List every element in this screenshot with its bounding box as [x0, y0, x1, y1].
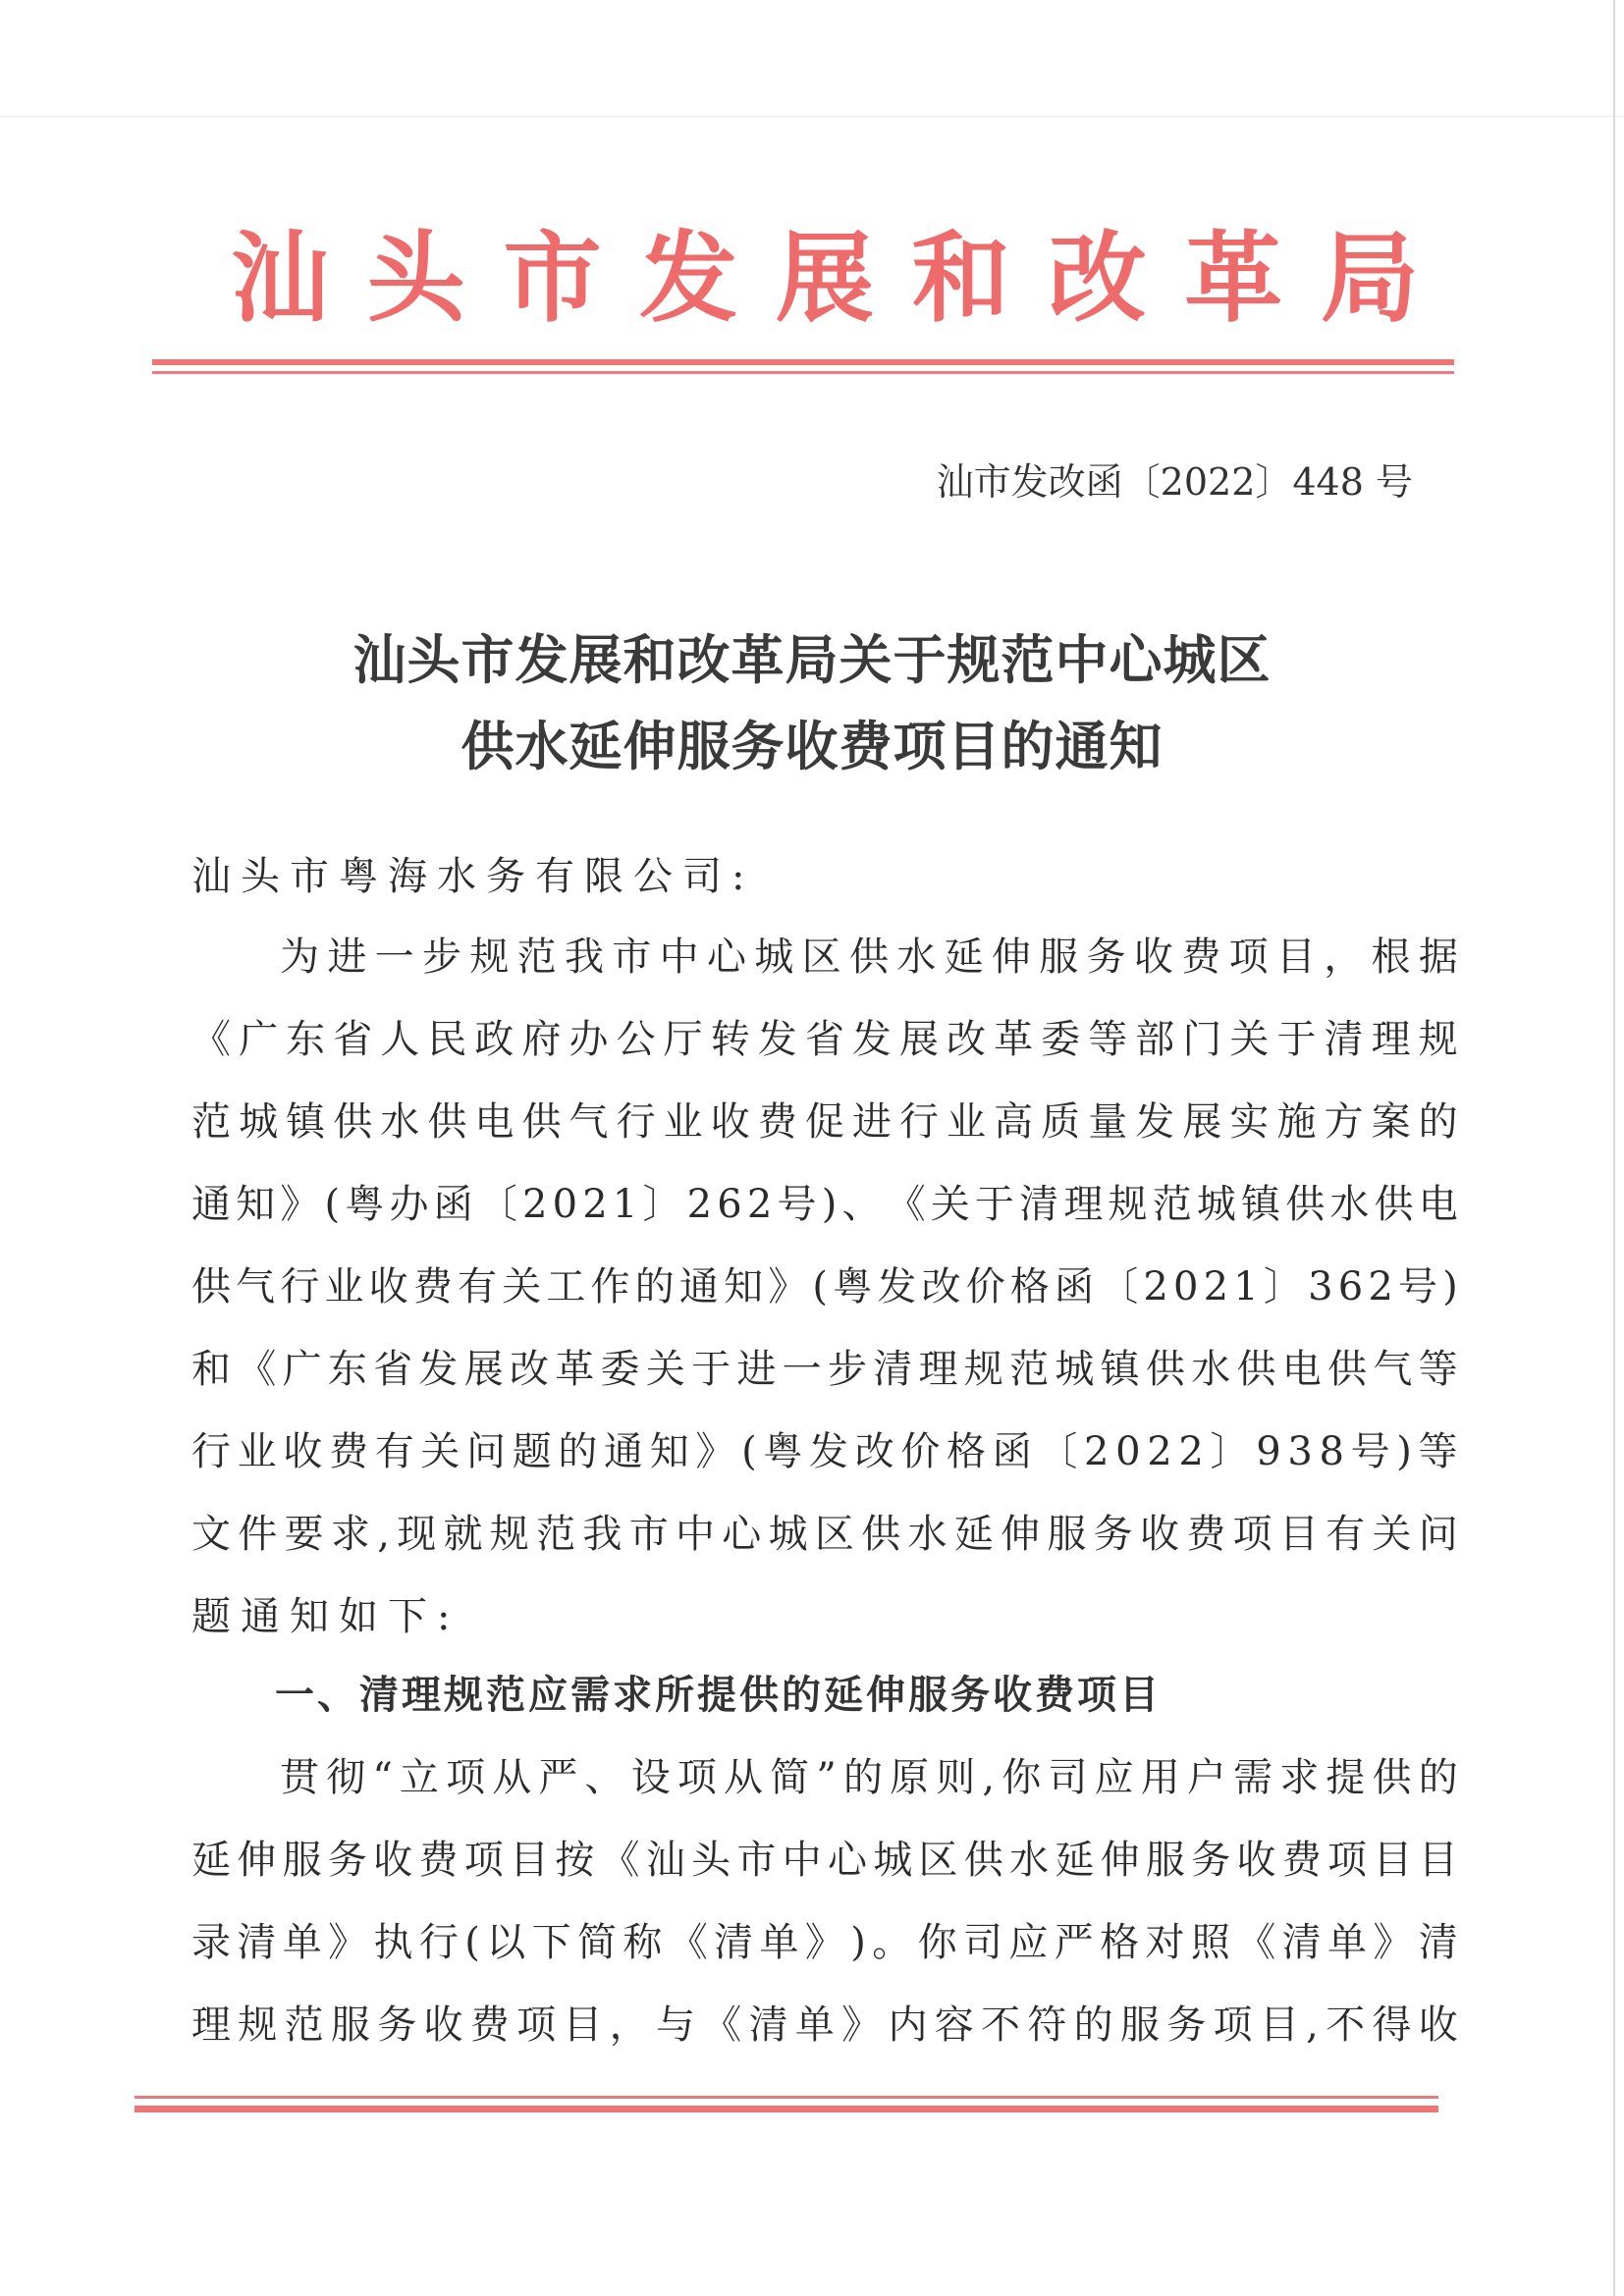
body-line: 录 清 单 》 执 行 ( 以 下 简 称 《 清 单 》 ) 。 你 司 应 严 格 对 照 《 清 单 》 清	[191, 1920, 1458, 1965]
document-number: 汕市发改函〔2022〕448 号	[936, 460, 1413, 504]
document-title-line-1: 汕头市发展和改革局关于规范中心城区	[352, 629, 1272, 691]
letterhead-char: 展	[776, 220, 874, 336]
letterhead-char: 革	[1184, 220, 1283, 336]
letterhead-char: 发	[639, 220, 738, 336]
body-line: 延 伸 服 务 收 费 项 目 按 《 汕 头 市 中 心 城 区 供 水 延 伸 服 务 收 费 项 目 目	[191, 1838, 1458, 1883]
letterhead-char: 市	[503, 220, 602, 336]
letterhead-char: 和	[911, 220, 1010, 336]
letterhead-char: 局	[1321, 220, 1419, 336]
body-line: 供 气 行 业 收 费 有 关 工 作 的 通 知 》 ( 粤 发 改 价 格 函 〔 2 0 2 1 〕 3 6 2 号 )	[191, 1264, 1458, 1309]
letterhead-rule-thin	[152, 371, 1454, 374]
body-line: 《 广 东 省 人 民 政 府 办 公 厅 转 发 省 发 展 改 革 委 等 部 门 关 于 清 理 规	[191, 1017, 1458, 1062]
letterhead-rule-thick	[152, 359, 1454, 365]
scan-edge-right	[1613, 0, 1615, 2296]
section-heading: 一、清理规范应需求所提供的延伸服务收费项目	[275, 1673, 1162, 1718]
body-line: 文 件 要 求 , 现 就 规 范 我 市 中 心 城 区 供 水 延 伸 服 务 收 费 项 目 有 关 问	[191, 1512, 1458, 1557]
footer-rule-thick	[135, 2106, 1438, 2112]
letterhead-organization	[226, 211, 1424, 336]
document-title-line-2: 供水延伸服务收费项目的通知	[460, 716, 1164, 777]
footer-rule-thin	[135, 2096, 1438, 2099]
salutation: 汕头市粤海水务有限公司:	[191, 854, 755, 899]
letterhead-char: 改	[1048, 220, 1147, 336]
body-line: 题通知如下:	[191, 1594, 460, 1639]
letterhead-char: 汕	[231, 220, 329, 336]
body-line: 为 进 一 步 规 范 我 市 中 心 城 区 供 水 延 伸 服 务 收 费 项 目 ， 根 据	[280, 934, 1458, 980]
letterhead-char: 头	[366, 220, 465, 336]
body-line: 和 《 广 东 省 发 展 改 革 委 关 于 进 一 步 清 理 规 范 城 镇 供 水 供 电 供 气 等	[191, 1347, 1458, 1392]
body-line: 理 规 范 服 务 收 费 项 目 ， 与 《 清 单 》 内 容 不 符 的 服 务 项 目 , 不 得 收	[191, 2002, 1458, 2048]
scan-edge-top	[0, 116, 1624, 117]
body-line: 通 知 》 ( 粤 办 函 〔 2 0 2 1 〕 2 6 2 号 ) 、 《 关 于 清 理 规 范 城 镇 供 水 供 电	[191, 1182, 1458, 1227]
body-line: 贯 彻 “ 立 项 从 严 、 设 项 从 简 ” 的 原 则 , 你 司 应 用 户 需 求 提 供 的	[280, 1755, 1458, 1800]
body-line: 范 城 镇 供 水 供 电 供 气 行 业 收 费 促 进 行 业 高 质 量 发 展 实 施 方 案 的	[191, 1099, 1458, 1145]
body-line: 行 业 收 费 有 关 问 题 的 通 知 》 ( 粤 发 改 价 格 函 〔 2 0 2 2 〕 9 3 8 号 ) 等	[191, 1429, 1458, 1474]
